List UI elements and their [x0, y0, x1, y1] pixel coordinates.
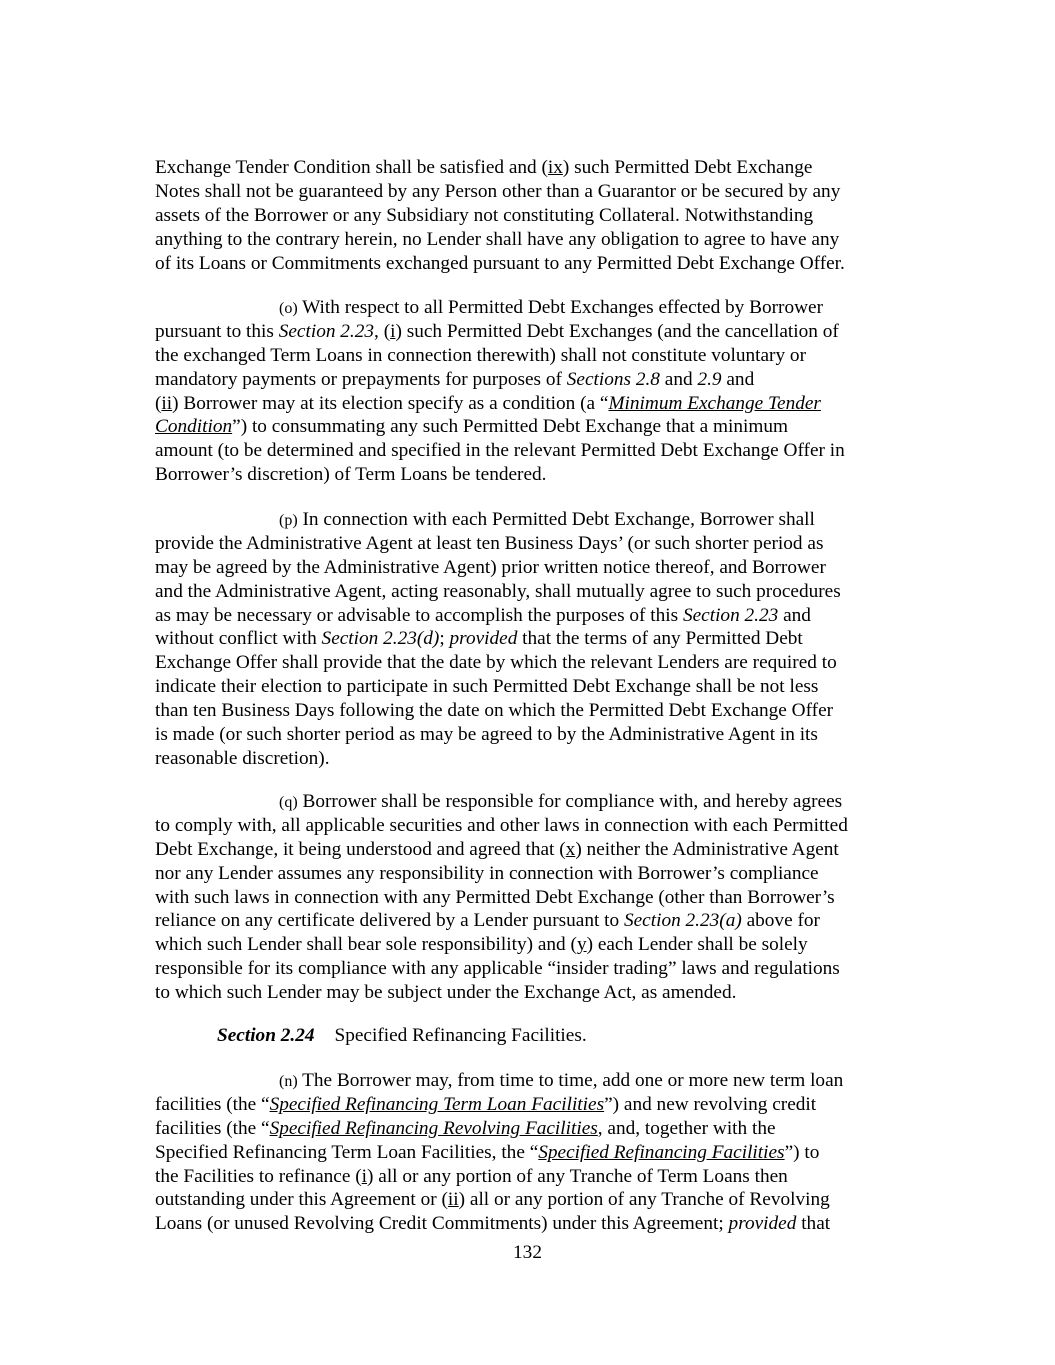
text-line: Exchange Tender Condition shall be satisfied and (ix) such Permitted Debt Exchange	[155, 157, 813, 178]
text-line: Condition”) to consummating any such Permitted Debt Exchange that a minimum	[155, 416, 788, 438]
text-line: to comply with, all applicable securities and other laws in connection with each Permitted	[155, 814, 848, 836]
text-line: than ten Business Days following the date on which the Permitted Debt Exchange Offer	[155, 700, 834, 722]
italic-text: Section 2.23(a)	[623, 910, 742, 932]
paragraph-o	[155, 296, 901, 487]
text-line: (n) The Borrower may, from time to time, add one or more new term loan	[279, 1070, 844, 1091]
text-line: (o) With respect to all Permitted Debt Exchanges effected by Borrower	[279, 297, 824, 318]
italic-text: Section 2.23	[682, 604, 779, 626]
underlined-text: i	[361, 1165, 368, 1187]
text-line: assets of the Borrower or any Subsidiary not constituting Collateral. Notwithstanding	[155, 204, 814, 226]
text-line: mandatory payments or prepayments for purposes of Sections 2.8 and 2.9 and	[155, 368, 755, 390]
paragraph-p	[155, 508, 901, 771]
text-line: to which such Lender may be subject under the Exchange Act, as amended.	[155, 982, 737, 1004]
underlined-text: y	[576, 934, 587, 956]
list-marker: (p)	[279, 512, 298, 529]
text-line: which such Lender shall bear sole responsibility) and (y) each Lender shall be solely	[155, 934, 808, 956]
text-line: pursuant to this Section 2.23, (i) such Permitted Debt Exchanges (and the cancellation of	[155, 320, 839, 342]
text-line: (ii) Borrower may at its election specify as a condition (a “Minimum Exchange Tender	[155, 392, 821, 414]
paragraph-n	[155, 1069, 901, 1236]
text-line: outstanding under this Agreement or (ii) all or any portion of any Tranche of Revolving	[155, 1189, 830, 1211]
text-line: may be agreed by the Administrative Agent) prior written notice thereof, and Borrower	[155, 556, 826, 578]
list-marker: (n)	[279, 1073, 298, 1090]
text-line: nor any Lender assumes any responsibility in connection with Borrower’s compliance	[155, 862, 819, 884]
text-line: Debt Exchange, it being understood and agreed that (x) neither the Administrative Agent	[155, 838, 839, 860]
underlined-text: i	[390, 320, 396, 342]
text-line: the Facilities to refinance (i) all or any portion of any Tranche of Term Loans then	[155, 1165, 788, 1187]
text-line: reliance on any certificate delivered by a Lender pursuant to Section 2.23(a) above for	[155, 910, 820, 932]
defined-term: Specified Refinancing Revolving Facilities	[269, 1117, 598, 1139]
defined-term: Specified Refinancing Facilities	[538, 1141, 785, 1163]
text-line: Loans (or unused Revolving Credit Commitments) under this Agreement; provided that	[155, 1213, 831, 1235]
text-line: amount (to be determined and specified in the relevant Permitted Debt Exchange Offer in	[155, 440, 845, 462]
list-marker: (q)	[279, 794, 298, 811]
text-line: and the Administrative Agent, acting reasonably, shall mutually agree to such procedures	[155, 580, 841, 602]
text-line: facilities (the “Specified Refinancing Revolving Facilities, and, together with the	[155, 1117, 776, 1139]
italic-text: provided	[449, 628, 518, 650]
text-line: Exchange Offer shall provide that the date by which the relevant Lenders are required to	[155, 652, 837, 674]
defined-term: Condition	[155, 416, 233, 438]
italic-text: Sections 2.8	[566, 368, 660, 390]
italic-text: 2.9	[697, 368, 722, 390]
text-line: is made (or such shorter period as may be agreed to by the Administrative Agent in its	[155, 724, 818, 746]
underlined-text: ii	[447, 1189, 459, 1211]
text-line: with such laws in connection with any Permitted Debt Exchange (other than Borrower’s	[155, 886, 835, 908]
section-heading	[217, 1024, 587, 1048]
section-title: Specified Refinancing Facilities.	[334, 1025, 587, 1046]
defined-term: Specified Refinancing Term Loan Facilities	[269, 1093, 605, 1115]
italic-text: provided	[728, 1213, 797, 1235]
underlined-text: ii	[161, 392, 173, 414]
text-line: (q) Borrower shall be responsible for compliance with, and hereby agrees	[279, 791, 843, 812]
text-line: (p) In connection with each Permitted Debt Exchange, Borrower shall	[279, 509, 815, 530]
defined-term: Minimum Exchange Tender	[608, 392, 821, 414]
text-line: Specified Refinancing Term Loan Facilities, the “Specified Refinancing Facilities”) to	[155, 1141, 820, 1163]
section-number: Section 2.24	[217, 1025, 315, 1046]
text-line: Notes shall not be guaranteed by any Person other than a Guarantor or be secured by any	[155, 180, 841, 202]
underlined-text: ix	[547, 157, 563, 178]
list-marker: (o)	[279, 300, 298, 317]
italic-text: Section 2.23	[278, 320, 375, 342]
text-line: indicate their election to participate in such Permitted Debt Exchange shall be not less	[155, 676, 819, 698]
underlined-text: x	[565, 838, 576, 860]
text-line: provide the Administrative Agent at least ten Business Days’ (or such shorter period as	[155, 532, 824, 554]
text-line: Borrower’s discretion) of Term Loans be tendered.	[155, 464, 547, 486]
text-line: without conflict with Section 2.23(d); provided that the terms of any Permitted Debt	[155, 628, 803, 650]
paragraph-continued	[155, 156, 901, 275]
text-line: as may be necessary or advisable to accomplish the purposes of this Section 2.23 and	[155, 604, 811, 626]
text-line: of its Loans or Commitments exchanged pursuant to any Permitted Debt Exchange Offer.	[155, 252, 845, 274]
italic-text: Section 2.23(d)	[321, 628, 440, 650]
text-line: reasonable discretion).	[155, 747, 330, 769]
text-line: anything to the contrary herein, no Lender shall have any obligation to agree to have any	[155, 228, 840, 250]
page-number: 132	[513, 1242, 542, 1263]
text-line: responsible for its compliance with any applicable “insider trading” laws and regulations	[155, 958, 840, 980]
text-line: facilities (the “Specified Refinancing Term Loan Facilities”) and new revolving credit	[155, 1093, 817, 1115]
text-line: the exchanged Term Loans in connection therewith) shall not constitute voluntary or	[155, 344, 806, 366]
paragraph-q	[155, 790, 901, 1005]
